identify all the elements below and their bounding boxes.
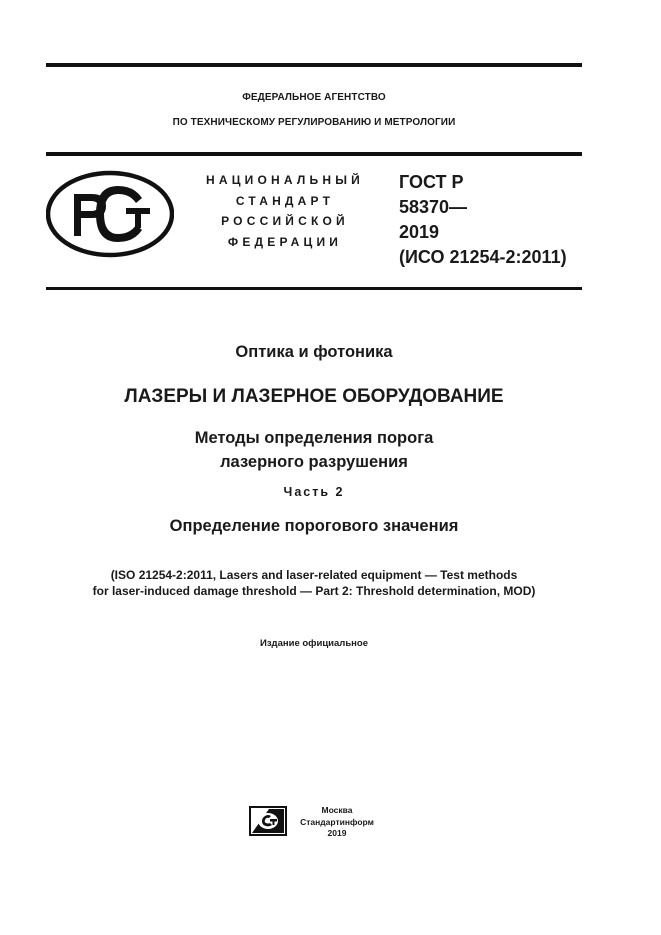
standard-number-line: 58370—: [399, 197, 468, 217]
standard-type-line: ФЕДЕРАЦИИ: [227, 234, 343, 249]
publisher-info: [292, 805, 382, 840]
top-rule: [46, 63, 582, 67]
agency-name-line-2: ПО ТЕХНИЧЕСКОМУ РЕГУЛИРОВАНИЮ И МЕТРОЛОГИИ: [172, 117, 456, 128]
iso-reference: [46, 567, 582, 599]
subtitle: [46, 426, 582, 474]
standard-type-line: СТАНДАРТ: [235, 193, 335, 208]
bottom-rule: [46, 287, 582, 290]
standard-type-line: РОССИЙСКОЙ: [221, 214, 349, 228]
rst-certification-mark-icon: [46, 170, 174, 258]
part-name: Определение порогового значения: [169, 517, 459, 535]
part-number: Часть 2: [283, 485, 345, 499]
standard-number-line: (ИСО 21254-2:2011): [399, 247, 567, 267]
standard-number-line: 2019: [399, 222, 440, 242]
field-title: Оптика и фотоника: [235, 343, 393, 361]
standard-type-line: НАЦИОНАЛЬНЫЙ: [205, 173, 365, 187]
standartinform-logo-icon: [249, 806, 287, 836]
main-title: ЛАЗЕРЫ И ЛАЗЕРНОЕ ОБОРУДОВАНИЕ: [124, 386, 504, 407]
iso-reference-line: (ISO 21254-2:2011, Lasers and laser-related equipment — Test methods: [110, 568, 518, 582]
middle-rule: [46, 152, 582, 156]
standard-number: [399, 170, 567, 270]
standard-type-label: [196, 170, 374, 252]
iso-reference-line: for laser-induced damage threshold — Part 2: Threshold determination, MOD): [92, 584, 536, 598]
publisher-name: Стандартинформ: [300, 816, 374, 827]
standard-number-line: ГОСТ Р: [399, 172, 464, 192]
publisher-year: 2019: [327, 828, 347, 838]
publisher-city: Москва: [321, 805, 353, 815]
edition-note: Издание официальное: [260, 638, 368, 649]
subtitle-line: Методы определения порога: [194, 429, 434, 447]
subtitle-line: лазерного разрушения: [220, 453, 408, 471]
agency-name-line-1: ФЕДЕРАЛЬНОЕ АГЕНТСТВО: [242, 92, 386, 103]
